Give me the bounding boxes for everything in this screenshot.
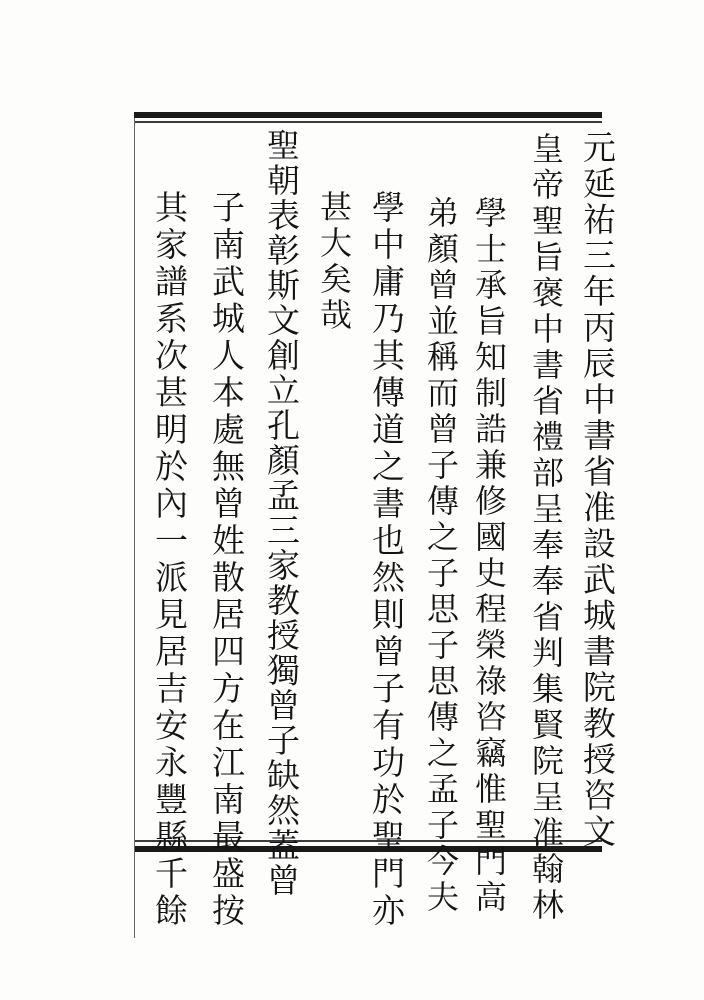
- text-column-6: 甚大矣哉: [315, 190, 353, 334]
- text-column-9: 其家譜系次甚明於內一派見居吉安永豐縣千餘: [150, 190, 189, 930]
- text-column-8: 子南武城人本處無曾姓散居四方在江南最盛按: [207, 190, 246, 930]
- text-column-5: 學中庸乃其傳道之書也然則曾子有功於聖門亦: [367, 190, 406, 930]
- page-fold-line: [134, 118, 135, 938]
- text-column-7: 聖朝表彰斯文創立孔顏孟三家教授獨曾子缺然蓋曾: [262, 128, 301, 898]
- text-column-1: 元延祐三年丙辰中書省准設武城書院教授咨文: [578, 130, 617, 850]
- top-border-rule: [134, 112, 602, 118]
- text-column-4: 弟顏曾並稱而曾子傳之子思子思傳之孟子今夫: [422, 196, 460, 916]
- text-column-2: 皇帝聖旨褒中書省禮部呈奉奉省判集賢院呈准翰林: [527, 132, 565, 924]
- text-column-3: 學士承旨知制誥兼修國史程榮祿咨竊惟聖門高: [470, 196, 508, 916]
- top-inner-rule: [134, 121, 602, 123]
